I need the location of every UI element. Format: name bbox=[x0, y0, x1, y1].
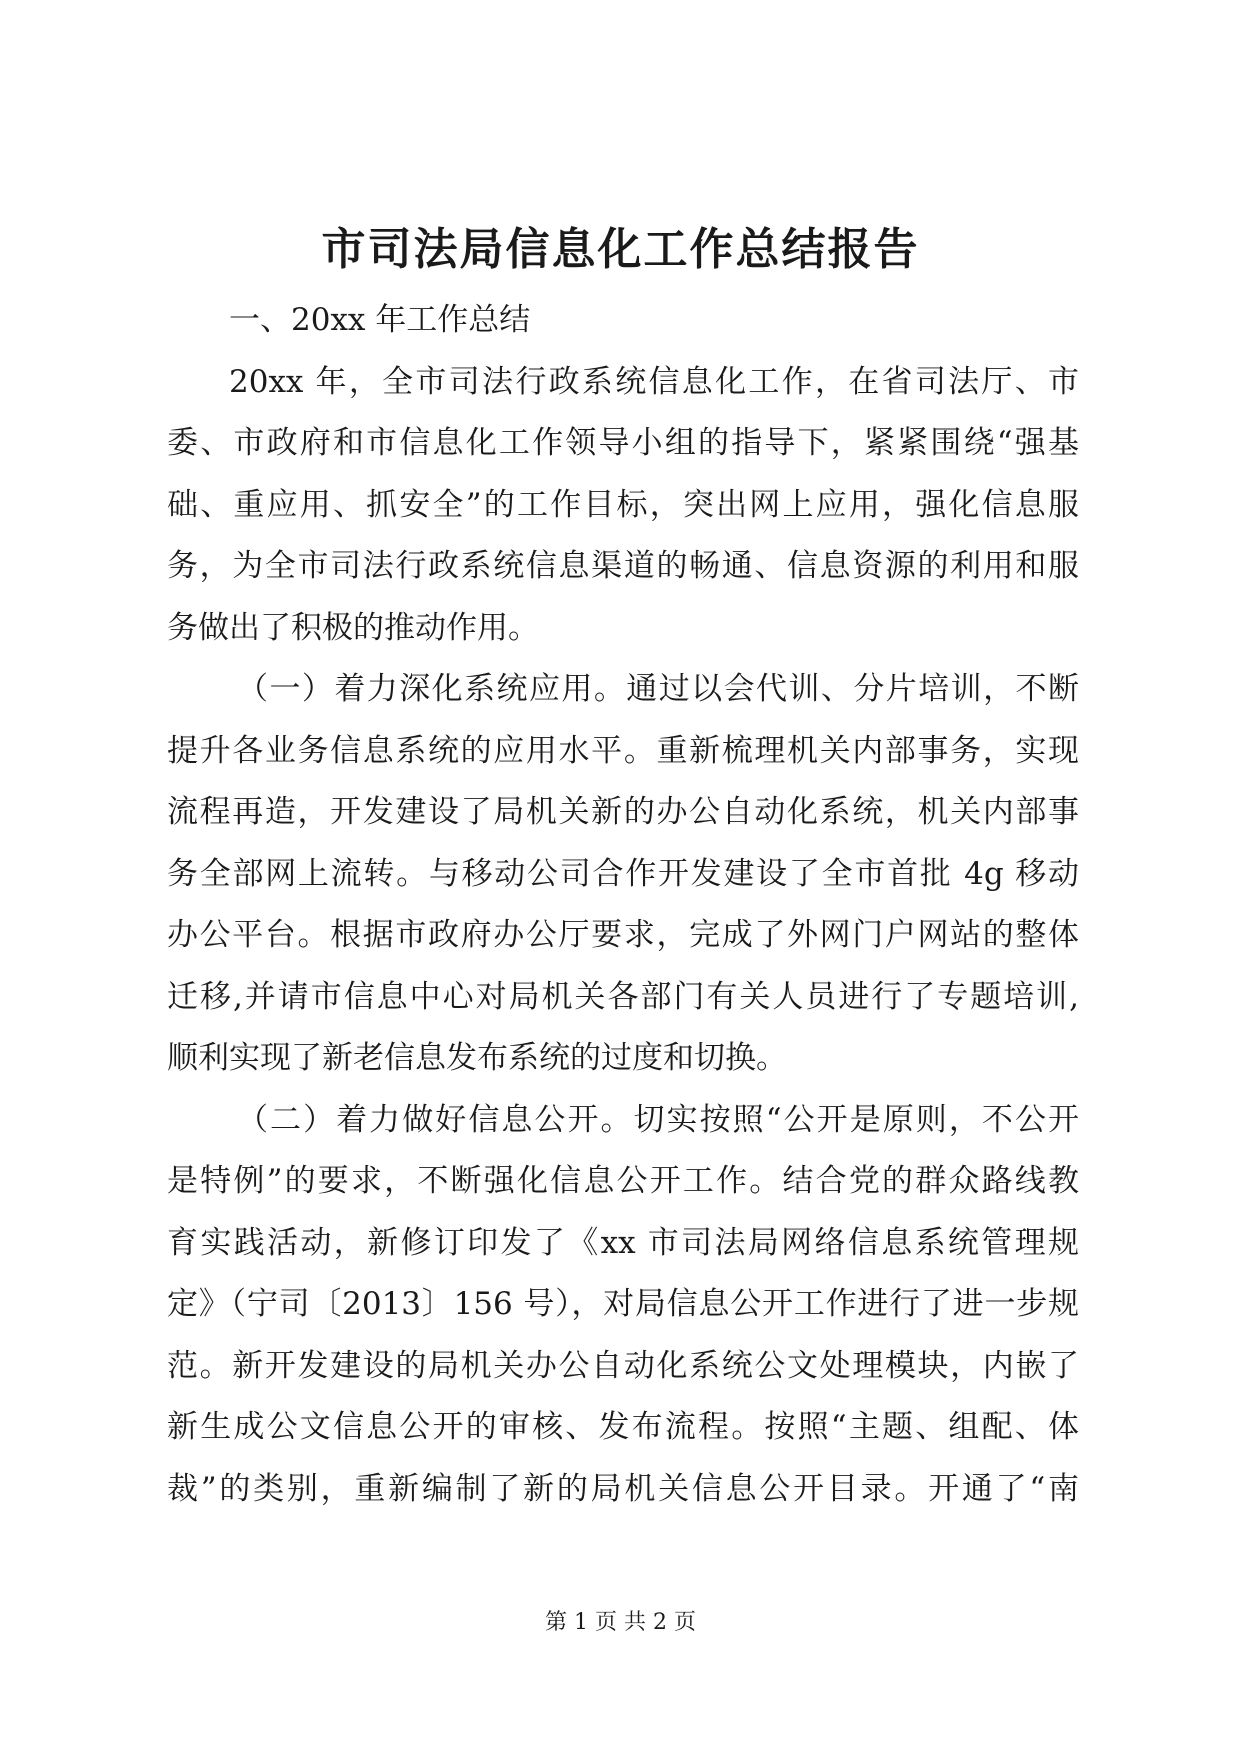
paragraph bbox=[167, 659, 1079, 1090]
paragraph-line: （二）着力做好信息公开。切实按照“公开是原则，不公开 bbox=[237, 1101, 1079, 1138]
paragraph-line: 20xx 年，全市司法行政系统信息化工作，在省司法厅、市 bbox=[229, 363, 1079, 400]
paragraph-line: 提升各业务信息系统的应用水平。重新梳理机关内部事务，实现 bbox=[167, 732, 1079, 769]
paragraph-line: 迁移,并请市信息中心对局机关各部门有关人员进行了专题培训, bbox=[167, 978, 1079, 1015]
paragraph-line: 务全部网上流转。与移动公司合作开发建设了全市首批 4g 移动 bbox=[167, 855, 1079, 892]
paragraph-line: 裁”的类别，重新编制了新的局机关信息公开目录。开通了“南 bbox=[167, 1470, 1079, 1507]
paragraph-line: 础、重应用、抓安全”的工作目标，突出网上应用，强化信息服 bbox=[167, 486, 1079, 523]
paragraph-line: 流程再造，开发建设了局机关新的办公自动化系统，机关内部事 bbox=[167, 794, 1079, 830]
paragraph-line: 育实践活动，新修订印发了《xx 市司法局网络信息系统管理规 bbox=[167, 1224, 1079, 1261]
paragraph-line: 务做出了积极的推动作用。 bbox=[167, 609, 539, 646]
section-heading: 一、20xx 年工作总结 bbox=[229, 302, 531, 338]
paragraph-line: 定》（宁司〔2013〕156 号），对局信息公开工作进行了进一步规 bbox=[167, 1286, 1079, 1322]
paragraph-line: （一）着力深化系统应用。通过以会代训、分片培训，不断 bbox=[237, 671, 1079, 707]
paragraph-line: 办公平台。根据市政府办公厅要求，完成了外网门户网站的整体 bbox=[167, 917, 1079, 953]
paragraph bbox=[167, 352, 1079, 660]
document-body bbox=[167, 290, 1079, 1520]
page-footer: 第 1 页 共 2 页 bbox=[545, 1610, 696, 1635]
paragraph bbox=[167, 1090, 1079, 1521]
paragraph-line: 新生成公文信息公开的审核、发布流程。按照“主题、组配、体 bbox=[167, 1409, 1079, 1445]
paragraph-line: 务，为全市司法行政系统信息渠道的畅通、信息资源的利用和服 bbox=[167, 548, 1079, 584]
paragraph-line: 顺利实现了新老信息发布系统的过度和切换。 bbox=[167, 1040, 787, 1076]
document-title: 市司法局信息化工作总结报告 bbox=[321, 224, 920, 275]
paragraph-line: 委、市政府和市信息化工作领导小组的指导下，紧紧围绕“强基 bbox=[167, 425, 1079, 461]
paragraph-line: 范。新开发建设的局机关办公自动化系统公文处理模块，内嵌了 bbox=[167, 1347, 1079, 1384]
paragraph-line: 是特例”的要求，不断强化信息公开工作。结合党的群众路线教 bbox=[167, 1163, 1079, 1199]
